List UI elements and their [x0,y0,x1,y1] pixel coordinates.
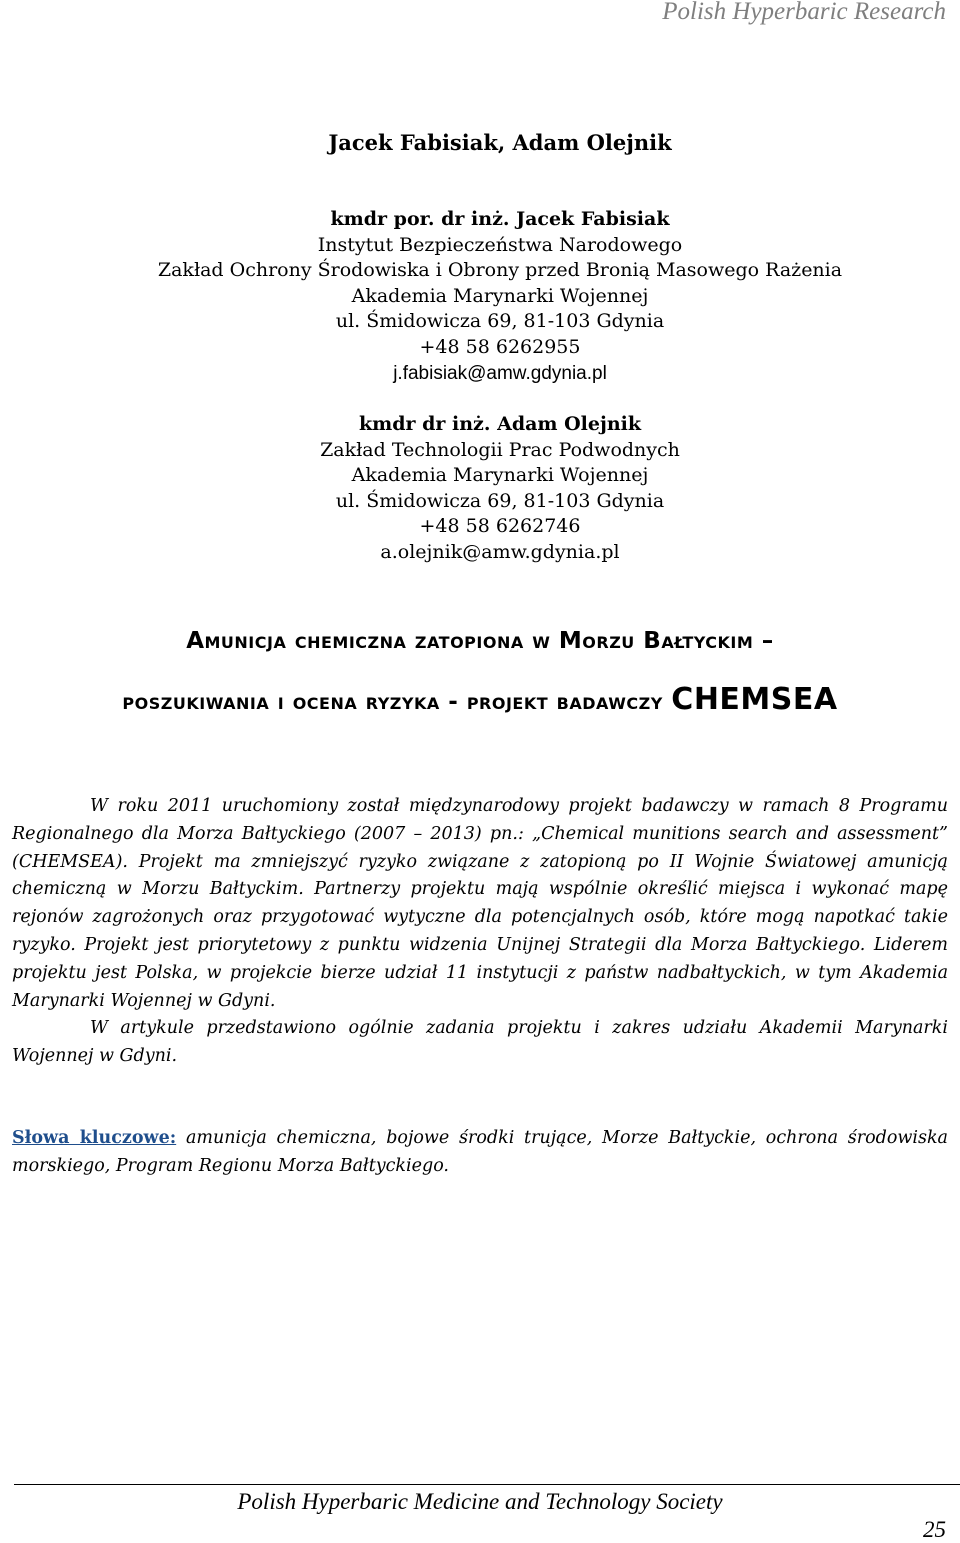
abstract [12,793,948,1071]
phone-number: +48 58 6262955 [419,335,581,358]
author-affiliation-fabisiak [0,207,960,386]
article-title-text: poszukiwania i ocena ryzyka - projekt badawczy [122,689,663,715]
footer-society: Polish Hyperbaric Medicine and Technology Society [237,1489,723,1514]
page-number: 25 [923,1517,946,1542]
abstract-paragraph: W artykule przedstawiono ogólnie zadania projektu i zakres udziału Akademii Marynarki Wojennej w Gdyni. [12,1018,948,1067]
address-line: ul. Śmidowicza 69, 81-103 Gdynia [335,489,665,512]
running-header: Polish Hyperbaric Research [662,0,946,25]
affiliation-line: Zakład Technologii Prac Podwodnych [320,438,680,461]
phone-number: +48 58 6262746 [419,515,581,538]
affiliation-line: Instytut Bezpieczeństwa Narodowego [317,233,683,256]
email-link[interactable]: j.fabisiak@amw.gdynia.pl [393,362,607,384]
footer-divider [14,1484,960,1485]
keywords-text: amunicja chemiczna, bojowe środki trujące, Morze Bałtyckie, ochrona środowiska morskiego, Program Regionu Morza Bałtyckiego. [12,1128,948,1176]
affiliation-line: Akademia Marynarki Wojennej [351,284,649,307]
authors-heading: Jacek Fabisiak, Adam Olejnik [328,130,672,155]
abstract-paragraph: W roku 2011 uruchomiony został międzynarodowy projekt badawczy w ramach 8 Programu Regionalnego dla Morza Bałtyckiego (2007 – 2013) pn.: „Chemical munitions search and assessment” (CHEMSEA). Projekt ma zmniejszyć ryzyko związane z zatopioną po II Wojnie Światowej amunicją chemiczną w Morzu Bałtyckim. Partnerzy projektu mają wspólnie określić miejsca i wykonać mapę rejonów zagrożonych oraz przygotować wytyczne dla potencjalnych osób, które mogą napotkać takie ryzyko. Projekt jest priorytetowy z punktu widzenia Unijnej Strategii dla Morza Bałtyckiego. Liderem projektu jest Polska, w projekcie bierze udział 11 instytucji z państw nadbałtyckich, w tym Akademia Marynarki Wojennej w Gdyni. [12,796,948,1011]
affiliation-line: Zakład Ochrony Środowiska i Obrony przed Bronią Masowego Rażenia [157,259,843,282]
article-title-line-2 [0,682,960,717]
author-name: kmdr por. dr inż. Jacek Fabisiak [330,208,670,230]
project-acronym: CHEMSEA [671,682,838,717]
author-name: kmdr dr inż. Adam Olejnik [358,413,642,435]
affiliation-line: Akademia Marynarki Wojennej [351,464,649,487]
keywords [12,1124,948,1180]
article-title-line-1: Amunicja chemiczna zatopiona w Morzu Bałtyckim – [186,628,774,654]
author-affiliation-olejnik [0,412,960,566]
address-line: ul. Śmidowicza 69, 81-103 Gdynia [335,310,665,333]
keywords-label: Słowa kluczowe: [12,1128,177,1148]
email-text[interactable]: a.olejnik@amw.gdynia.pl [380,540,620,563]
